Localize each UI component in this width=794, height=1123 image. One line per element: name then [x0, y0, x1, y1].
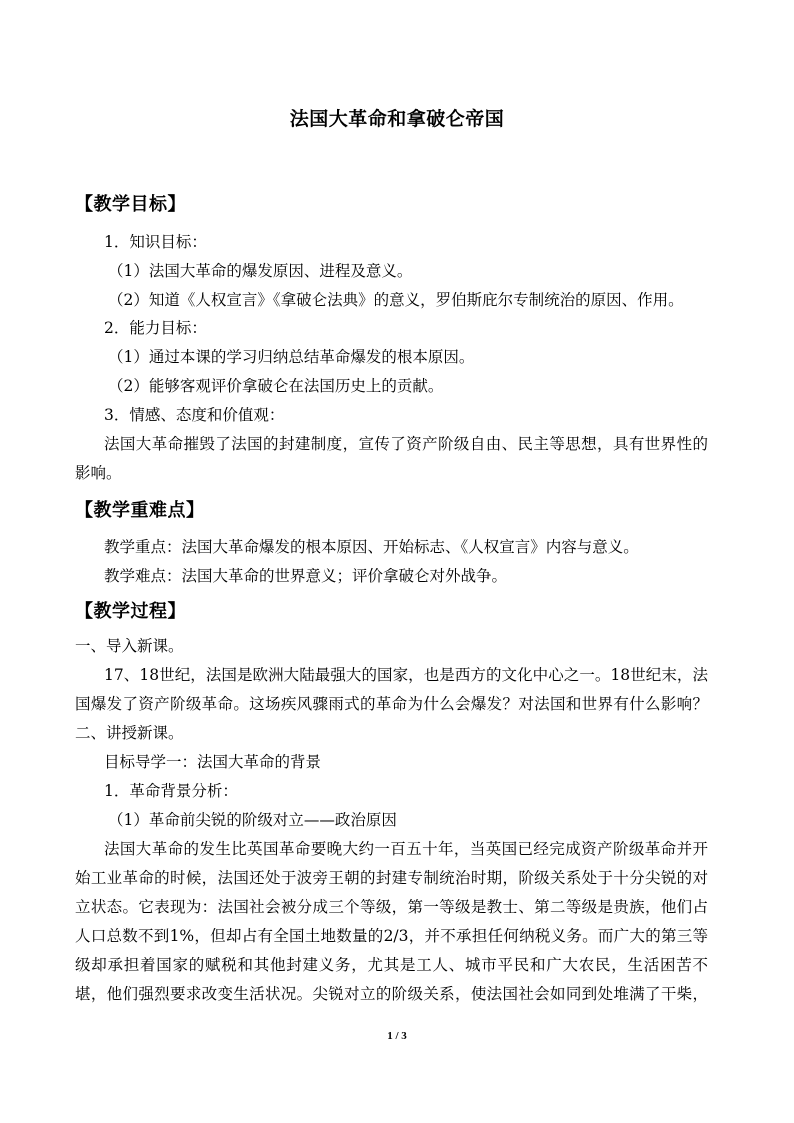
process-line: 始工业革命的时候，法国还处于波旁王朝的封建专制统治时期，阶级关系处于十分尖锐的对: [75, 869, 708, 887]
objectives-line: （2）能够客观评价拿破仑在法国历史上的贡献。: [108, 377, 444, 395]
key-points-heading: 【教学重难点】: [75, 500, 205, 521]
objectives-line: 1．知识目标：: [104, 233, 207, 251]
page-number: 1 / 3: [387, 1030, 407, 1042]
process-line: 级却承担着国家的赋税和其他封建义务，尤其是工人、城市平民和广大农民，生活困苦不: [75, 956, 708, 974]
process-line: 人口总数不到1%，但却占有全国土地数量的2/3，并不承担任何纳税义务。而广大的第三等: [75, 927, 708, 945]
objectives-line: 法国大革命摧毁了法国的封建制度，宣传了资产阶级自由、民主等思想，具有世界性的: [104, 435, 708, 453]
objectives-line: （1）法国大革命的爆发原因、进程及意义。: [108, 262, 413, 280]
process-line: 1．革命背景分析：: [104, 782, 238, 800]
objectives-line: （1）通过本课的学习归纳总结革命爆发的根本原因。: [108, 348, 475, 366]
key-points-line: 教学重点：法国大革命爆发的根本原因、开始标志、《人权宣言》内容与意义。: [104, 538, 639, 556]
process-line: 立状态。它表现为：法国社会被分成三个等级，第一等级是教士、第二等级是贵族，他们占: [75, 898, 708, 916]
objectives-heading: 【教学目标】: [75, 194, 186, 215]
objectives-line: 2．能力目标：: [104, 319, 207, 337]
process-line: 17、18世纪，法国是欧洲大陆最强大的国家，也是西方的文化中心之一。18世纪末，法: [104, 666, 708, 684]
objectives-line: （2）知道《人权宣言》《拿破仑法典》的意义，罗伯斯庇尔专制统治的原因、作用。: [108, 291, 684, 309]
objectives-line: 3．情感、态度和价值观：: [104, 406, 285, 424]
process-line: 国爆发了资产阶级革命。这场疾风骤雨式的革命为什么会爆发？对法国和世界有什么影响？: [75, 695, 708, 713]
document-title: 法国大革命和拿破仑帝国: [289, 108, 505, 130]
process-heading: 【教学过程】: [75, 601, 186, 622]
process-line: 二、讲授新课。: [75, 724, 184, 742]
process-line: 一、导入新课。: [75, 637, 184, 655]
process-line: （1）革命前尖锐的阶级对立——政治原因: [108, 811, 397, 829]
key-points-line: 教学难点：法国大革命的世界意义；评价拿破仑对外战争。: [104, 567, 508, 585]
process-line: 目标导学一：法国大革命的背景: [104, 753, 322, 771]
process-line: 堪，他们强烈要求改变生活状况。尖锐对立的阶级关系，使法国社会如同到处堆满了干柴，: [75, 985, 708, 1003]
objectives-line: 影响。: [75, 464, 122, 482]
process-line: 法国大革命的发生比英国革命要晚大约一百五十年，当英国已经完成资产阶级革命并开: [104, 840, 708, 858]
